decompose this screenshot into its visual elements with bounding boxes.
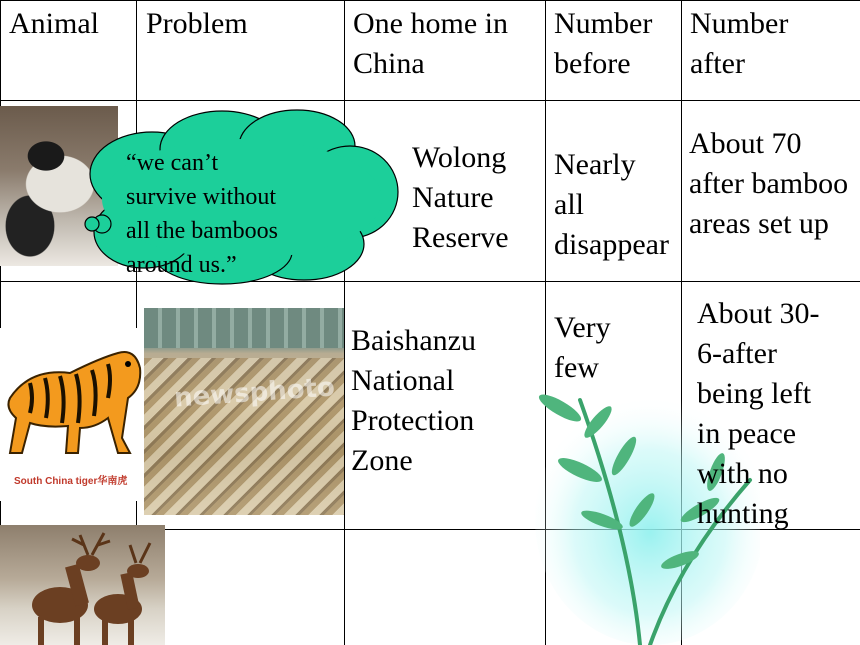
fence: [144, 308, 344, 348]
cell-before-tiger: Very few: [554, 311, 611, 384]
cell-before-panda: Nearly all disappear: [554, 148, 669, 261]
photo-watermark: newsphoto: [173, 372, 336, 414]
header-problem: Problem: [146, 7, 248, 40]
table-border-top: [0, 0, 860, 1]
tiger-skins-photo: [144, 308, 344, 515]
deer-illustration: [0, 525, 165, 645]
tiger-caption: South China tiger华南虎: [14, 476, 128, 487]
cell-after-panda: About 70 after bamboo areas set up: [689, 127, 849, 240]
column-divider: [344, 0, 345, 645]
deer-photo: [0, 525, 165, 645]
header-number-after: Number after: [690, 7, 789, 80]
speech-bubble-text: “we can’t survive without all the bamboos around us.”: [126, 150, 278, 278]
cell-home-tiger: Baishanzu National Protection Zone: [351, 324, 476, 477]
row-divider: [0, 100, 860, 101]
header-animal: Animal: [9, 7, 99, 40]
cell-after-tiger: About 30- 6-after being left in peace with no hunting: [697, 297, 820, 530]
cell-home-panda: Wolong Nature Reserve: [412, 141, 509, 254]
header-home: One home in China: [353, 7, 508, 80]
header-number-before: Number before: [554, 7, 653, 80]
